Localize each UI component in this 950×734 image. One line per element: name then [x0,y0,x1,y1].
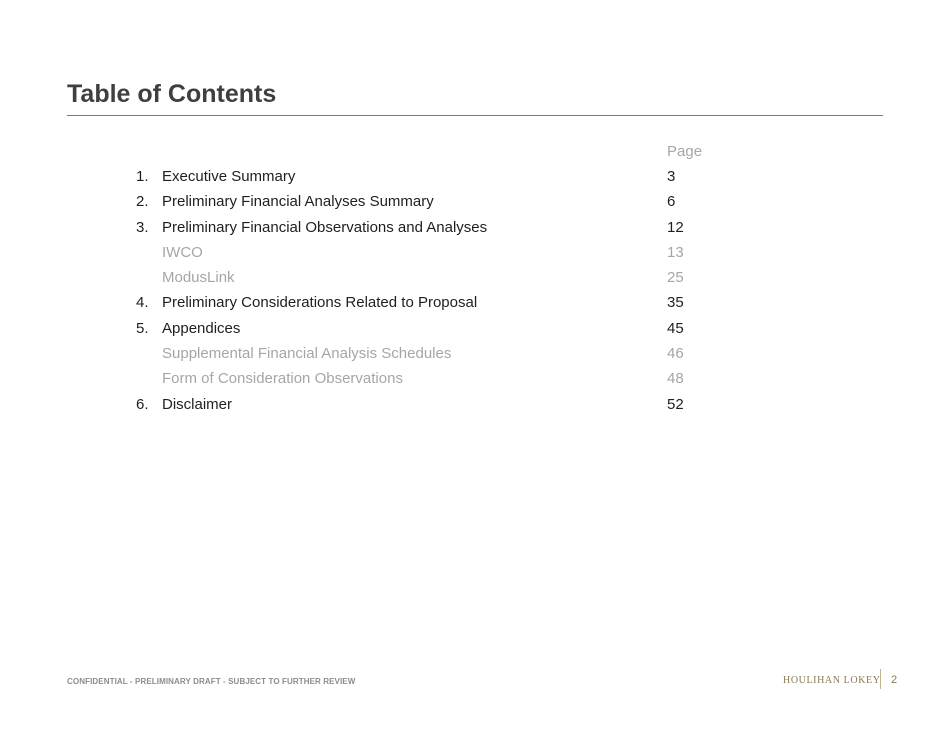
company-logo: HOULIHAN LOKEY [783,675,881,686]
page-title: Table of Contents [67,80,277,108]
toc-entry-page: 52 [667,395,684,413]
toc-entry-label: Preliminary Considerations Related to Proposal [162,294,478,312]
toc-entry-number: 2. [136,193,149,211]
table-of-contents-list [0,168,950,421]
toc-entry-page: 6 [667,193,676,211]
toc-subentry[interactable] [0,370,950,395]
toc-entry-label: Form of Consideration Observations [162,370,403,388]
toc-entry[interactable] [0,168,950,193]
toc-entry-label: Executive Summary [162,168,296,185]
toc-entry-label: IWCO [162,243,203,261]
toc-entry-page: 45 [667,319,684,337]
toc-entry-page: 48 [667,370,684,388]
toc-subentry[interactable] [0,269,950,294]
toc-entry-page: 35 [667,294,684,312]
toc-entry-page: 13 [667,243,684,261]
toc-entry[interactable] [0,396,950,421]
toc-entry-page: 25 [667,269,684,287]
page-column-header: Page [667,143,703,160]
toc-entry-label: Supplemental Financial Analysis Schedules [162,345,452,363]
toc-entry-number: 1. [136,168,149,185]
toc-entry[interactable] [0,294,950,319]
toc-entry-label: ModusLink [162,269,235,287]
page-number: 2 [891,674,898,686]
toc-entry-page: 12 [667,218,684,236]
footer-divider [880,669,881,689]
toc-entry-label: Appendices [162,319,241,337]
toc-subentry[interactable] [0,345,950,370]
toc-entry-number: 3. [136,218,149,236]
toc-entry-label: Preliminary Financial Observations and Analyses [162,218,488,236]
toc-entry[interactable] [0,320,950,345]
toc-entry-label: Preliminary Financial Analyses Summary [162,193,434,211]
confidential-notice: CONFIDENTIAL - PRELIMINARY DRAFT - SUBJECT TO FURTHER REVIEW [67,677,356,686]
toc-entry-label: Disclaimer [162,395,233,413]
toc-entry-number: 6. [136,395,149,413]
toc-entry-number: 4. [136,294,149,312]
toc-entry[interactable] [0,193,950,218]
toc-entry-number: 5. [136,319,149,337]
toc-entry[interactable] [0,219,950,244]
toc-entry-page: 3 [667,168,676,185]
title-underline-divider [67,115,883,116]
toc-subentry[interactable] [0,244,950,269]
toc-entry-page: 46 [667,345,684,363]
